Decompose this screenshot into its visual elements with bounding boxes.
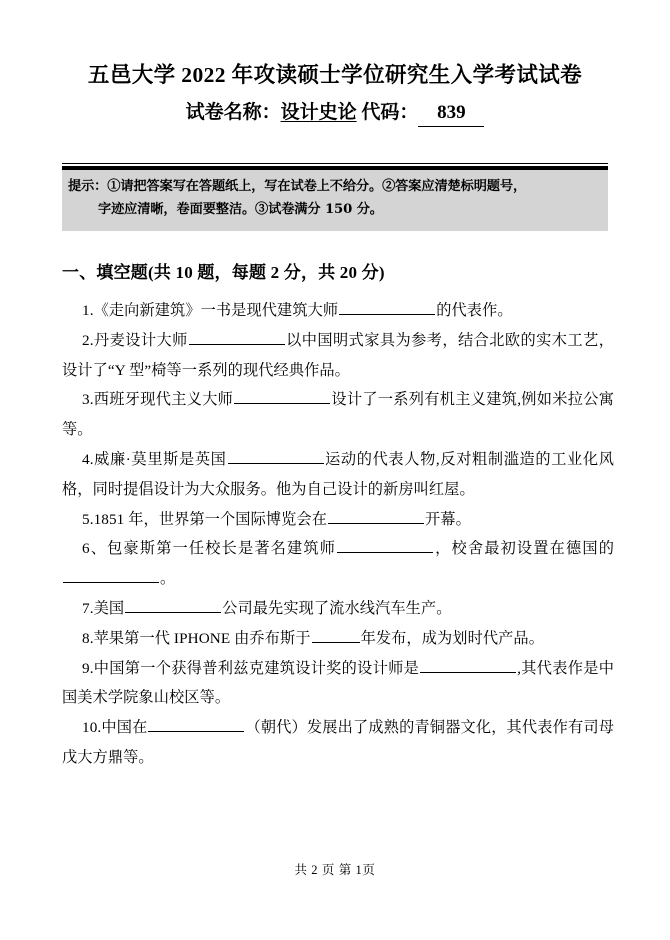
question-text: 。 <box>160 570 176 588</box>
question-item <box>62 326 614 386</box>
question-number: 3. <box>82 391 94 409</box>
section-heading-fill-in-the-blank: 一、填空题(共 10 题，每题 2 分，共 20 分) <box>62 263 385 282</box>
question-text: 《走向新建筑》一书是现代建筑大师 <box>93 302 339 319</box>
question-text: 西班牙现代主义大师 <box>93 391 234 409</box>
question-text: 以中国明式家具为参考，结合北欧的实木工艺，设计了“Y 型”椅等一系列的现代经典作品。 <box>62 331 614 379</box>
paper-code-value: 839 <box>418 101 484 127</box>
code-label: 代码： <box>356 101 419 123</box>
question-text: 的代表作。 <box>436 302 513 319</box>
answer-blank[interactable] <box>337 537 433 553</box>
answer-blank[interactable] <box>234 388 330 404</box>
question-text: 威廉·莫里斯是英国 <box>93 450 227 468</box>
question-text: 公司最先实现了流水线汽车生产。 <box>222 599 452 617</box>
question-text: 设计了一系列有机主义建筑,例如米拉公寓等。 <box>62 391 615 439</box>
question-text: 开幕。 <box>425 510 471 528</box>
question-number: 7. <box>82 599 94 617</box>
answer-blank[interactable] <box>420 656 516 672</box>
question-text: 1851 年，世界第一个国际博览会在 <box>93 510 328 528</box>
question-text: （朝代）发展出了成熟的青铜器文化，其代表作有司母戊大方鼎等。 <box>62 719 614 766</box>
question-text: 中国第一个获得普利兹克建筑设计奖的设计师是 <box>93 659 420 677</box>
question-text: 包豪斯第一任校长是著名建筑师 <box>107 540 337 558</box>
question-number: 10. <box>82 719 102 737</box>
question-text: ，校舍最初设置在德国的 <box>434 540 614 558</box>
question-text: 美国 <box>93 599 125 617</box>
question-number: 9. <box>82 659 94 677</box>
question-text: 苹果第一代 IPHONE 由乔布斯于 <box>93 629 311 647</box>
answer-blank[interactable] <box>339 299 435 315</box>
notice-body <box>62 170 608 231</box>
notice-box <box>62 163 608 231</box>
question-list <box>62 296 614 773</box>
question-text: 丹麦设计大师 <box>93 331 188 349</box>
answer-blank[interactable] <box>63 567 159 583</box>
title-block <box>40 62 630 127</box>
question-item <box>62 296 614 326</box>
question-item <box>62 654 614 714</box>
page-title: 五邑大学 2022 年攻读硕士学位研究生入学考试试卷 <box>87 63 583 87</box>
question-text: 运动的代表人物,反对粗制滥造的工业化风格，同时提倡设计为大众服务。他为自己设计的新房叫红屋。 <box>62 450 614 498</box>
answer-blank[interactable] <box>312 627 360 643</box>
question-item <box>62 445 614 505</box>
question-item <box>62 713 614 773</box>
question-item <box>62 624 614 654</box>
question-number: 1. <box>82 302 94 319</box>
answer-blank[interactable] <box>189 329 285 345</box>
answer-blank[interactable] <box>228 448 324 464</box>
question-number: 2. <box>82 331 94 349</box>
question-text: 中国在 <box>101 719 148 737</box>
subject-name: 设计史论 <box>280 101 357 123</box>
question-number: 6、 <box>82 540 108 558</box>
question-number: 8. <box>82 629 94 647</box>
page-footer: 共 2 页 第 1页 <box>294 863 376 877</box>
question-item <box>62 534 614 594</box>
question-item <box>62 505 614 535</box>
question-item <box>62 594 614 624</box>
notice-line-1: 提示：①请把答案写在答题纸上，写在试卷上不给分。②答案应清楚标明题号， <box>68 179 527 194</box>
question-number: 5. <box>82 510 94 528</box>
answer-blank[interactable] <box>125 597 221 613</box>
subtitle-prefix-label: 试卷名称： <box>185 101 281 123</box>
paper-subtitle <box>40 101 630 127</box>
answer-blank[interactable] <box>328 507 424 523</box>
question-number: 4. <box>82 450 94 468</box>
answer-blank[interactable] <box>148 716 244 732</box>
question-item <box>62 385 614 445</box>
question-text: ,其代表作是中国美术学院象山校区等。 <box>62 659 614 707</box>
question-text: 年发布，成为划时代产品。 <box>360 629 545 647</box>
notice-line-2: 字迹应清晰，卷面要整洁。③试卷满分 150 分。 <box>98 201 383 217</box>
